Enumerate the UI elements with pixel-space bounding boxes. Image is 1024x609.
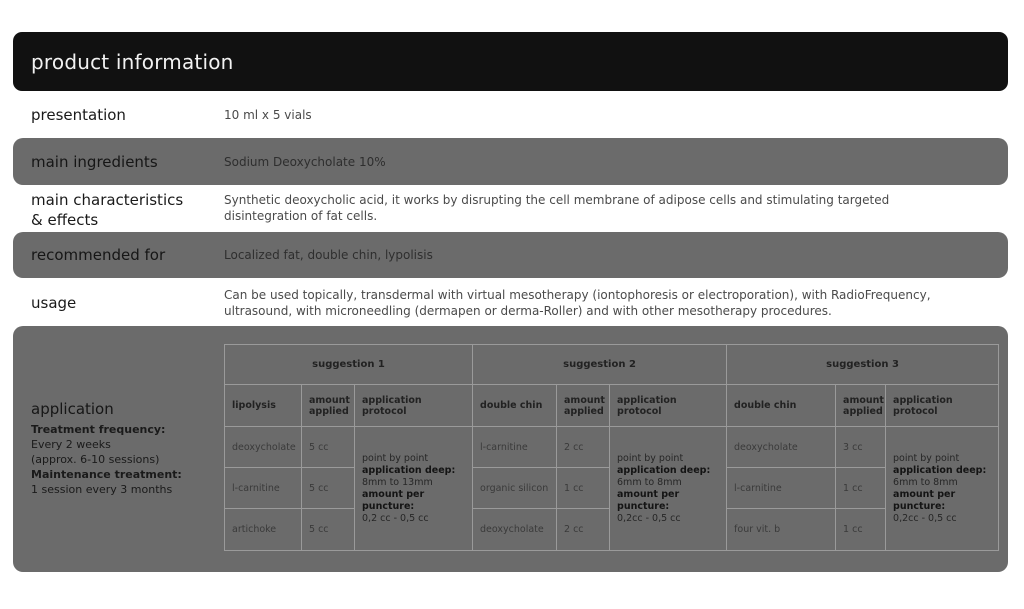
s2-protocol-deep-label: application deep: xyxy=(617,464,711,476)
usage-value-line2: ultrasound, with microneedling (dermapen or derma-Roller) and with other mesotherapy procedures. xyxy=(224,304,832,318)
s2-item-3-amount: 2 cc xyxy=(557,509,610,551)
s1-item-3-amount: 5 cc xyxy=(302,509,355,551)
s3-item-2-name: l-carnitine xyxy=(727,468,836,509)
usage-value xyxy=(224,287,931,319)
s3-protocol-deep-value: 6mm to 8mm xyxy=(893,476,958,488)
s2-item-3-name: deoxycholate xyxy=(473,509,557,551)
row-application xyxy=(13,326,1008,572)
s2-item-2-amount: 1 cc xyxy=(557,468,610,509)
s1-col-header-1: lipolysis xyxy=(225,385,302,427)
maintenance-value: 1 session every 3 months xyxy=(31,483,173,496)
s2-protocol-deep-value: 6mm to 8mm xyxy=(617,476,682,488)
characteristics-label xyxy=(31,190,183,230)
recommended-value: Localized fat, double chin, lypolisis xyxy=(224,248,433,262)
s1-protocol-puncture-label: amount per puncture: xyxy=(362,488,425,512)
s1-item-1-name: deoxycholate xyxy=(225,427,302,468)
application-label: application xyxy=(31,400,114,418)
s1-item-2-name: l-carnitine xyxy=(225,468,302,509)
s2-protocol xyxy=(610,427,727,551)
suggestion-2-title: suggestion 2 xyxy=(473,345,727,385)
s1-col-header-3: application protocol xyxy=(355,385,473,427)
suggestions-table xyxy=(224,344,999,551)
s3-protocol-line1: point by point xyxy=(893,452,960,464)
s2-protocol-puncture-label: amount per puncture: xyxy=(617,488,680,512)
row-characteristics xyxy=(13,187,1008,231)
characteristics-value xyxy=(224,192,889,224)
s3-protocol xyxy=(886,427,999,551)
header-bar xyxy=(13,32,1008,91)
s2-item-1-name: l-carnitine xyxy=(473,427,557,468)
row-usage xyxy=(13,282,1008,324)
characteristics-label-line1: main characteristics xyxy=(31,191,184,209)
maintenance-label xyxy=(31,467,182,482)
treatment-frequency-label xyxy=(31,422,182,437)
suggestion-1-title: suggestion 1 xyxy=(225,345,473,385)
usage-label: usage xyxy=(31,294,77,312)
s2-item-1-amount: 2 cc xyxy=(557,427,610,468)
s2-col-header-1: double chin xyxy=(473,385,557,427)
presentation-value: 10 ml x 5 vials xyxy=(224,108,312,122)
row-presentation xyxy=(13,96,1008,134)
s2-protocol-line1: point by point xyxy=(617,452,684,464)
s2-col-header-3: application protocol xyxy=(610,385,727,427)
s2-item-2-name: organic silicon xyxy=(473,468,557,509)
ingredients-label: main ingredients xyxy=(31,152,158,171)
treatment-frequency-label-text: Treatment frequency: xyxy=(31,423,166,436)
application-summary xyxy=(31,400,182,497)
maintenance-label-text: Maintenance treatment: xyxy=(31,468,182,481)
characteristics-value-line1: Synthetic deoxycholic acid, it works by disrupting the cell membrane of adipose cells and stimulating targeted xyxy=(224,193,890,207)
s3-item-1-name: deoxycholate xyxy=(727,427,836,468)
s1-col-header-2: amount applied xyxy=(302,385,355,427)
recommended-label: recommended for xyxy=(31,246,166,264)
row-recommended-for xyxy=(13,232,1008,278)
page-title: product information xyxy=(31,49,234,74)
s2-col-header-2: amount applied xyxy=(557,385,610,427)
treatment-frequency-line2: (approx. 6-10 sessions) xyxy=(31,453,160,466)
s1-protocol-deep-label: application deep: xyxy=(362,464,456,476)
s1-protocol-deep-value: 8mm to 13mm xyxy=(362,476,433,488)
s1-protocol-puncture-value: 0,2 cc - 0,5 cc xyxy=(362,512,429,524)
s1-item-1-amount: 5 cc xyxy=(302,427,355,468)
s3-item-3-amount: 1 cc xyxy=(836,509,886,551)
presentation-label: presentation xyxy=(31,106,126,124)
s2-protocol-puncture-value: 0,2cc - 0,5 cc xyxy=(617,512,681,524)
s1-item-2-amount: 5 cc xyxy=(302,468,355,509)
s3-col-header-3: application protocol xyxy=(886,385,999,427)
s3-protocol-puncture-value: 0,2cc - 0,5 cc xyxy=(893,512,957,524)
s3-protocol-puncture-label: amount per puncture: xyxy=(893,488,956,512)
usage-value-line1: Can be used topically, transdermal with virtual mesotherapy (iontophoresis or electroporation), with RadioFrequency, xyxy=(224,288,931,302)
s1-protocol xyxy=(355,427,473,551)
s3-item-2-amount: 1 cc xyxy=(836,468,886,509)
s3-col-header-2: amount applied xyxy=(836,385,886,427)
s3-col-header-1: double chin xyxy=(727,385,836,427)
s1-protocol-line1: point by point xyxy=(362,452,429,464)
table-row xyxy=(225,427,999,468)
characteristics-label-line2: & effects xyxy=(31,211,99,229)
suggestion-3-title: suggestion 3 xyxy=(727,345,999,385)
s3-protocol-deep-label: application deep: xyxy=(893,464,987,476)
s3-item-1-amount: 3 cc xyxy=(836,427,886,468)
s3-item-3-name: four vit. b xyxy=(727,509,836,551)
characteristics-value-line2: disintegration of fat cells. xyxy=(224,209,378,223)
s1-item-3-name: artichoke xyxy=(225,509,302,551)
treatment-frequency-line1: Every 2 weeks xyxy=(31,438,111,451)
ingredients-value: Sodium Deoxycholate 10% xyxy=(224,154,386,169)
row-main-ingredients xyxy=(13,138,1008,185)
